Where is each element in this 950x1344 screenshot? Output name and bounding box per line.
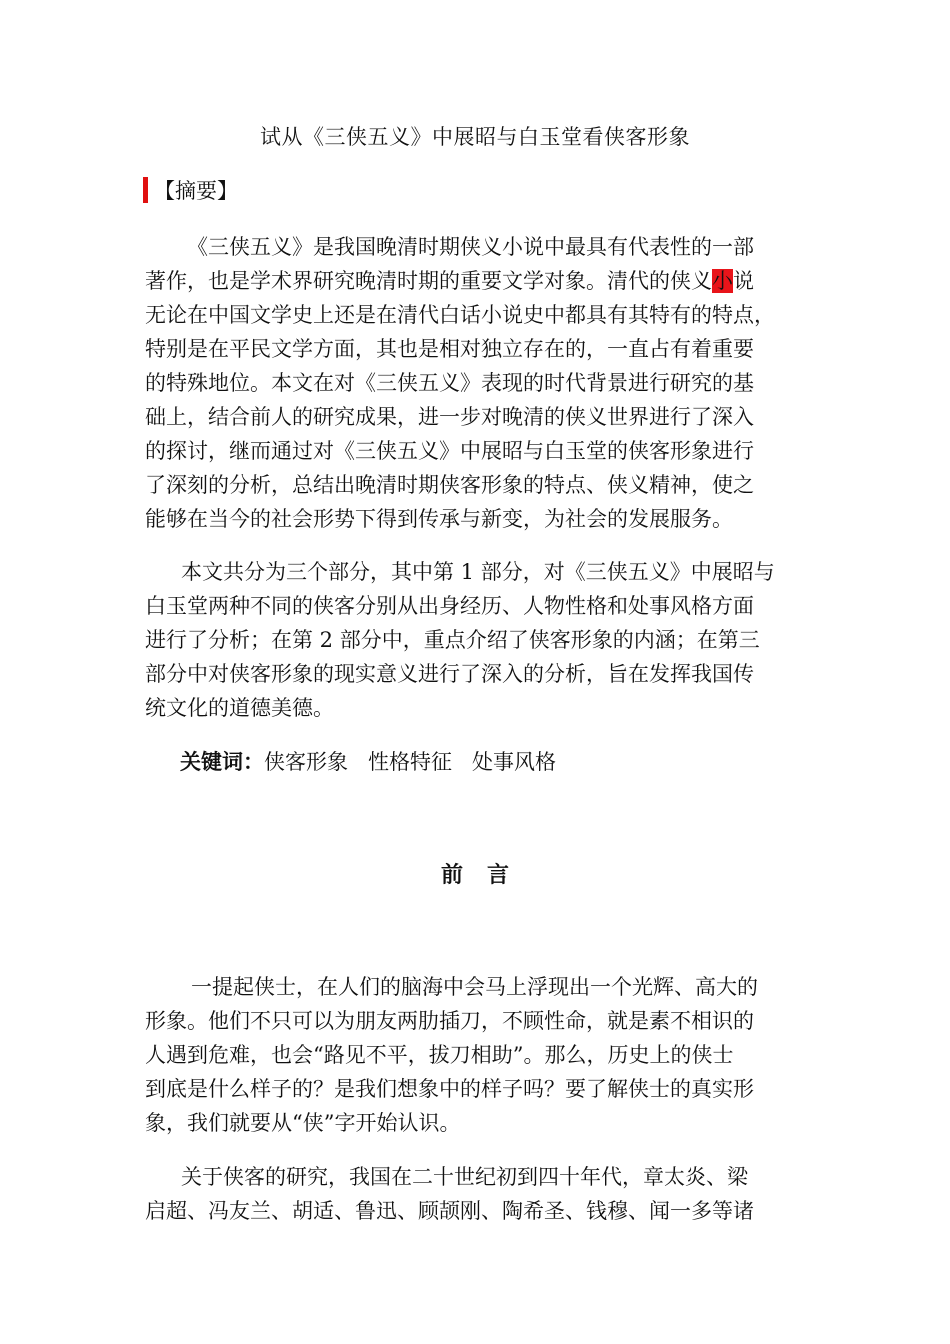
document-title: 试从《三侠五义》中展昭与白玉堂看侠客形象 [260,125,690,149]
highlighted-char: 小 [712,269,733,293]
text-line: 启超、冯友兰、胡适、鲁迅、顾颉刚、陶希圣、钱穆、闻一多等诸 [145,1199,754,1223]
text-line: 本文共分为三个部分，其中第 1 部分，对《三侠五义》中展昭与 [181,560,775,584]
text-line: 统文化的道德美德。 [145,696,334,720]
text-segment: 著作，也是学术界研究晚清时期的重要文学对象。清代的侠义 [145,269,712,293]
text-line: 部分中对侠客形象的现实意义进行了深入的分析，旨在发挥我国传 [145,662,754,686]
text-line: 特别是在平民文学方面，其也是相对独立存在的，一直占有着重要 [145,337,754,361]
text-line: 到底是什么样子的？是我们想象中的样子吗？要了解侠士的真实形 [145,1077,754,1101]
text-line: 无论在中国文学史上还是在清代白话小说史中都具有其特有的特点， [145,303,775,327]
keywords-line [180,746,576,776]
text-line: 关于侠客的研究，我国在二十世纪初到四十年代，章太炎、梁 [181,1165,748,1189]
text-line: 形象。他们不只可以为朋友两肋插刀，不顾性命，就是素不相识的 [145,1009,754,1033]
text-line: 进行了分析；在第 2 部分中，重点介绍了侠客形象的内涵；在第三 [145,628,760,652]
text-segment: 说 [733,269,754,293]
keyword: 处事风格 [472,750,556,774]
intro-paragraph-1 [145,970,810,1140]
keyword: 侠客形象 [264,750,348,774]
abstract-paragraph-2 [145,555,810,725]
text-line [145,264,810,298]
keyword: 性格特征 [368,750,452,774]
text-line: 础上，结合前人的研究成果，进一步对晚清的侠义世界进行了深入 [145,405,754,429]
intro-paragraph-2 [145,1160,810,1228]
text-line: 能够在当今的社会形势下得到传承与新变，为社会的发展服务。 [145,507,733,531]
text-line: 人遇到危难，也会“路见不平，拔刀相助”。那么，历史上的侠士 [145,1043,734,1067]
text-line: 的特殊地位。本文在对《三侠五义》表现的时代背景进行研究的基 [145,371,754,395]
abstract-label [143,175,238,205]
red-marker-bar [143,177,148,203]
text-line: 《三侠五义》是我国晚清时期侠义小说中最具有代表性的一部 [187,235,754,259]
section-heading: 前言 [440,862,533,888]
keywords-label: 关键词： [180,750,264,774]
text-line: 的探讨，继而通过对《三侠五义》中展昭与白玉堂的侠客形象进行 [145,439,754,463]
text-line: 一提起侠士，在人们的脑海中会马上浮现出一个光辉、高大的 [191,975,758,999]
text-line: 了深刻的分析，总结出晚清时期侠客形象的特点、侠义精神，使之 [145,473,754,497]
abstract-label-text: 【摘要】 [154,179,238,203]
abstract-paragraph-1 [145,230,810,536]
text-line: 象，我们就要从“侠”字开始认识。 [145,1111,461,1135]
text-line: 白玉堂两种不同的侠客分别从出身经历、人物性格和处事风格方面 [145,594,754,618]
